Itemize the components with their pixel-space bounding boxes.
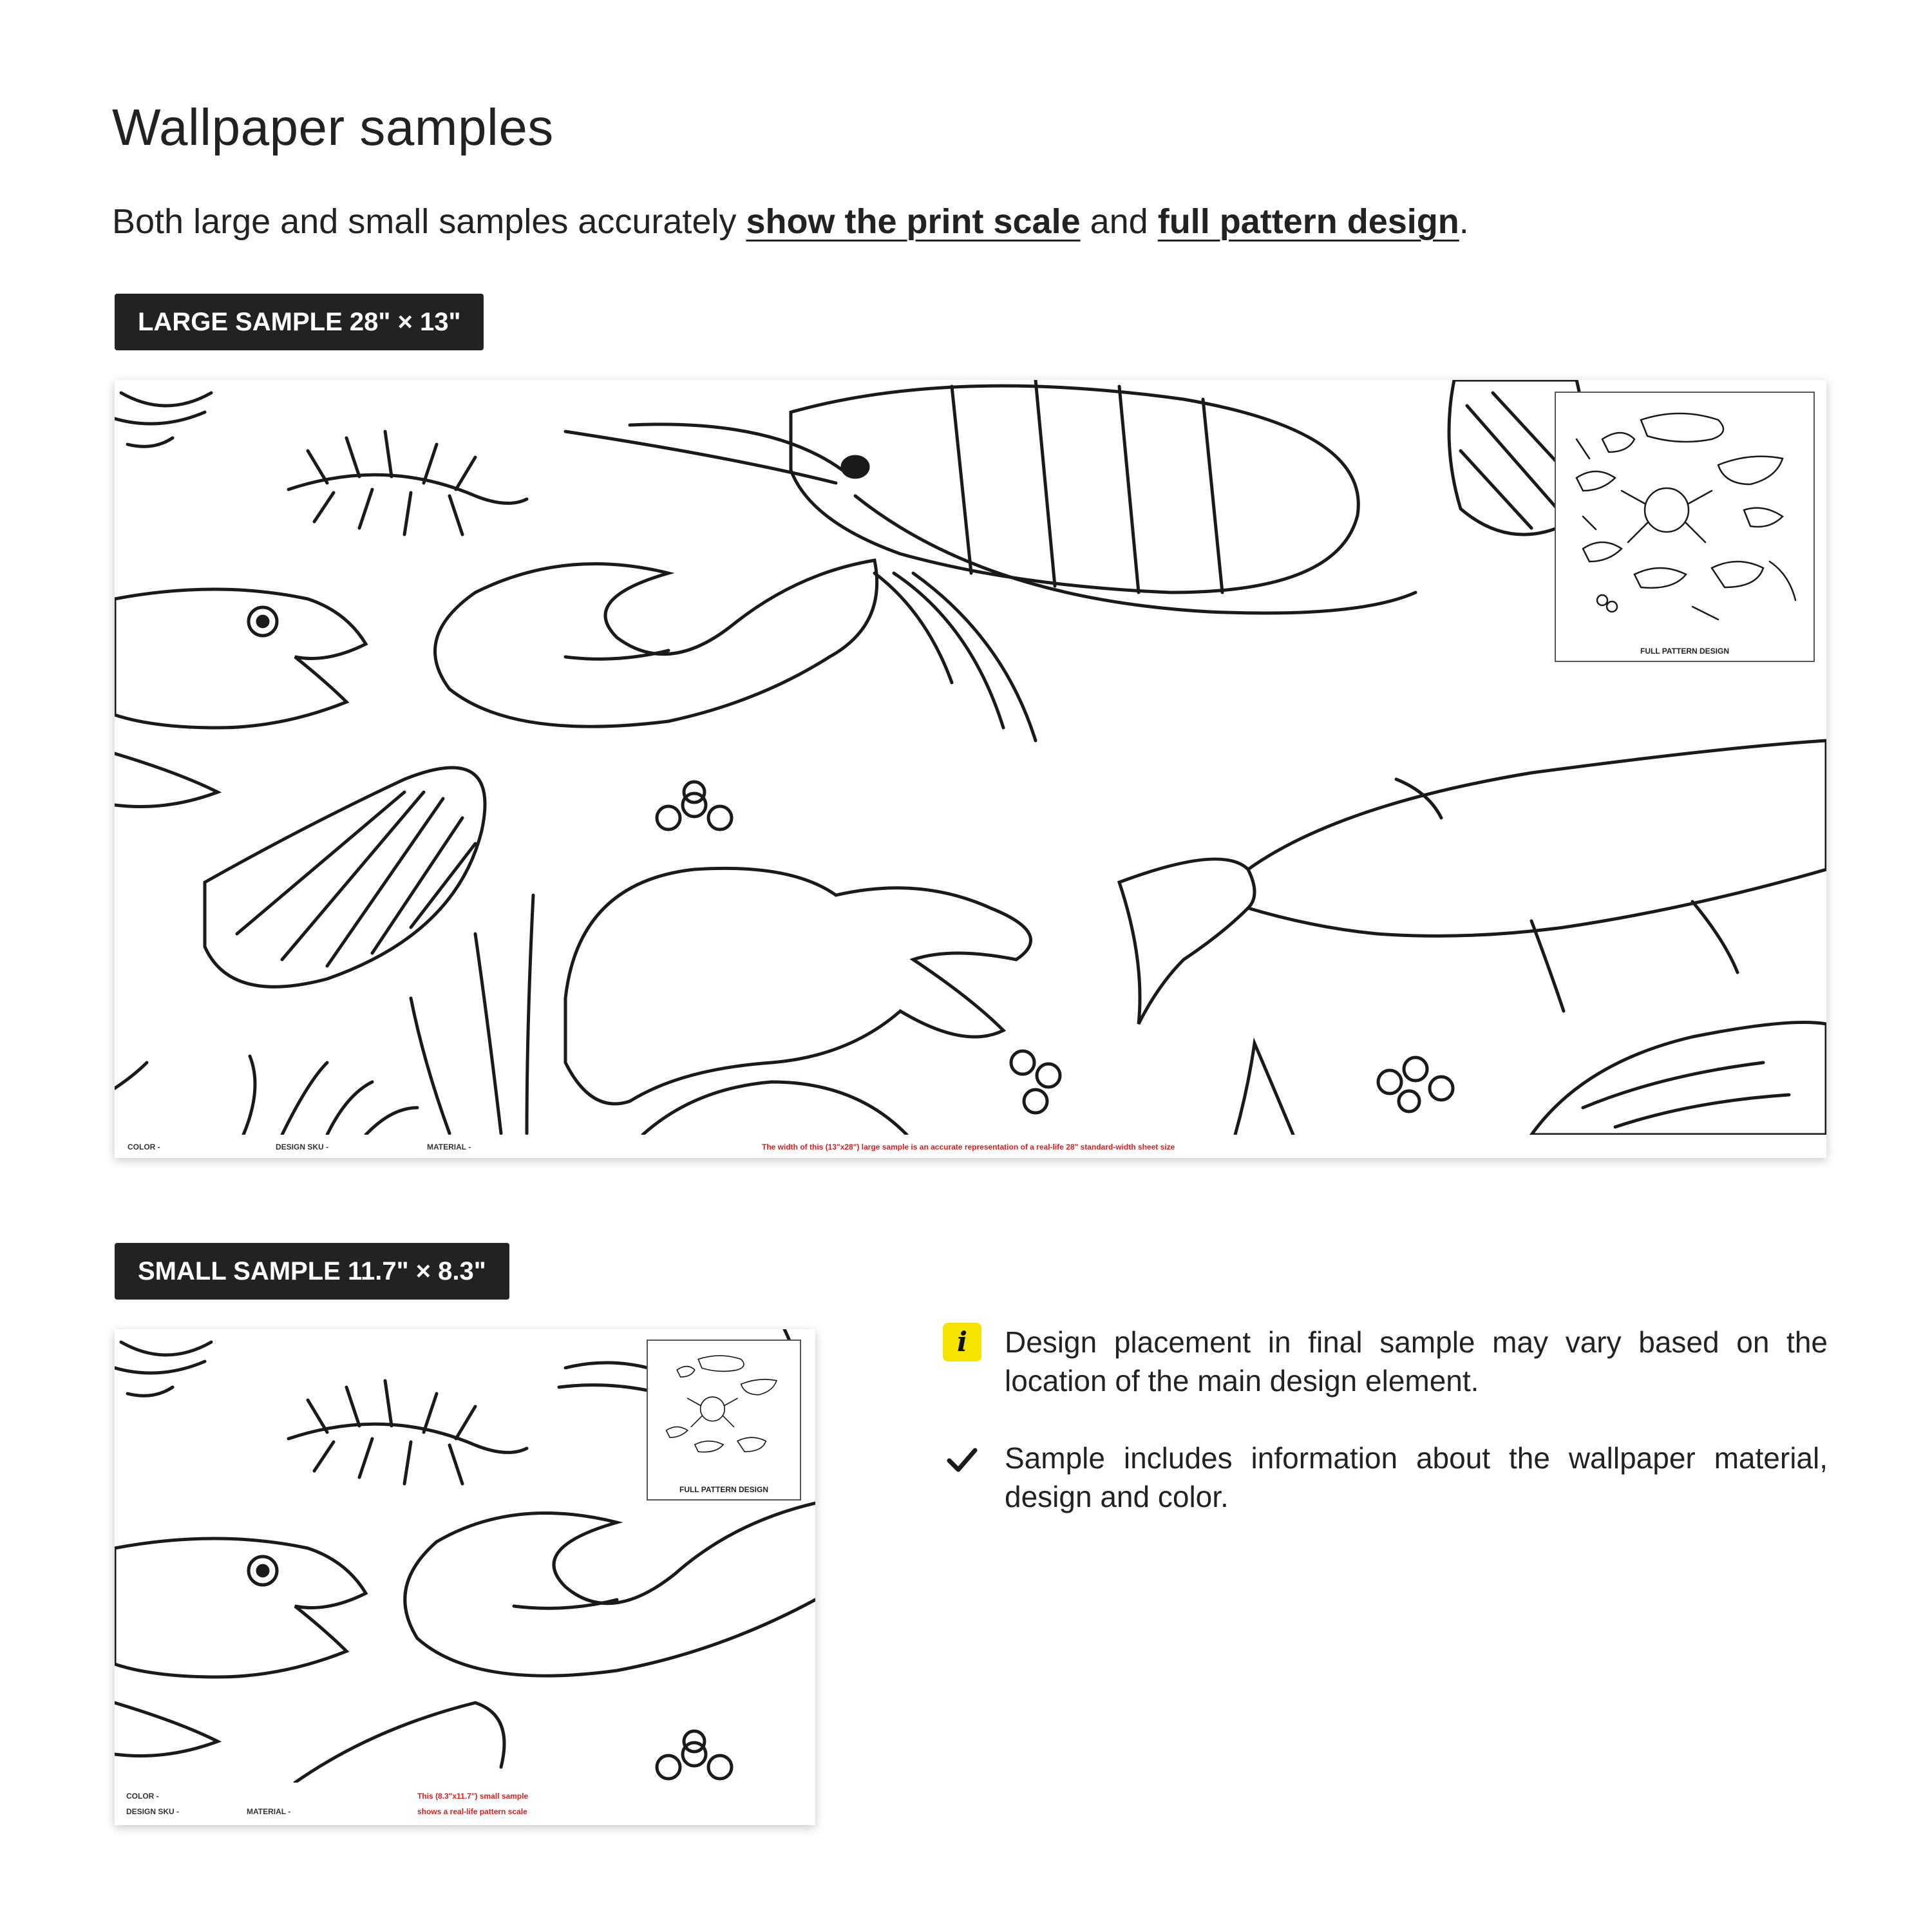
subtitle-text-start: Both large and small samples accurately [112, 202, 746, 241]
full-pattern-thumbnail [1564, 401, 1806, 634]
page-title: Wallpaper samples [112, 99, 554, 156]
footer-scale-note: The width of this (13"x28") large sample is an accurate representation of a real-life 28" standard-width sheet size [762, 1142, 1175, 1151]
footer-material-label-small: MATERIAL - [247, 1807, 291, 1816]
subtitle-text-middle: and [1080, 202, 1158, 241]
subtitle-emphasis-full-pattern: full pattern design [1157, 202, 1459, 241]
full-pattern-design-inset-small [647, 1340, 801, 1501]
large-sample-image [115, 380, 1826, 1158]
footer-color-label: COLOR - [128, 1142, 160, 1151]
sample-notes [943, 1323, 1828, 1516]
full-pattern-design-inset [1555, 392, 1815, 662]
small-sample-image [115, 1329, 815, 1825]
footer-design-sku-label: DESIGN SKU - [276, 1142, 329, 1151]
large-sample-badge: LARGE SAMPLE 28" × 13" [115, 294, 484, 350]
full-pattern-caption: FULL PATTERN DESIGN [1640, 647, 1729, 656]
note-design-placement [943, 1323, 1828, 1400]
small-sample-footer [115, 1783, 815, 1825]
full-pattern-thumbnail-small [656, 1349, 790, 1477]
subtitle-emphasis-print-scale: show the print scale [746, 202, 1081, 241]
note-sample-info-text: Sample includes information about the wallpaper material, design and color. [1005, 1441, 1828, 1513]
full-pattern-caption-small: FULL PATTERN DESIGN [679, 1485, 768, 1494]
info-icon: i [943, 1323, 981, 1361]
footer-material-label: MATERIAL - [427, 1142, 471, 1151]
footer-scale-note-line1: This (8.3"x11.7") small sample [417, 1792, 529, 1801]
footer-color-label-small: COLOR - [126, 1792, 159, 1801]
checkmark-icon [944, 1441, 980, 1477]
small-sample-badge: SMALL SAMPLE 11.7" × 8.3" [115, 1243, 509, 1300]
footer-scale-note-line2: shows a real-life pattern scale [417, 1807, 527, 1816]
footer-design-sku-label-small: DESIGN SKU - [126, 1807, 180, 1816]
note-design-placement-text: Design placement in final sample may vary based on the location of the main design element. [1005, 1325, 1828, 1397]
page-subtitle [112, 201, 1469, 243]
note-sample-info [943, 1439, 1828, 1516]
large-sample-footer [115, 1135, 1826, 1158]
subtitle-text-end: . [1459, 202, 1469, 241]
